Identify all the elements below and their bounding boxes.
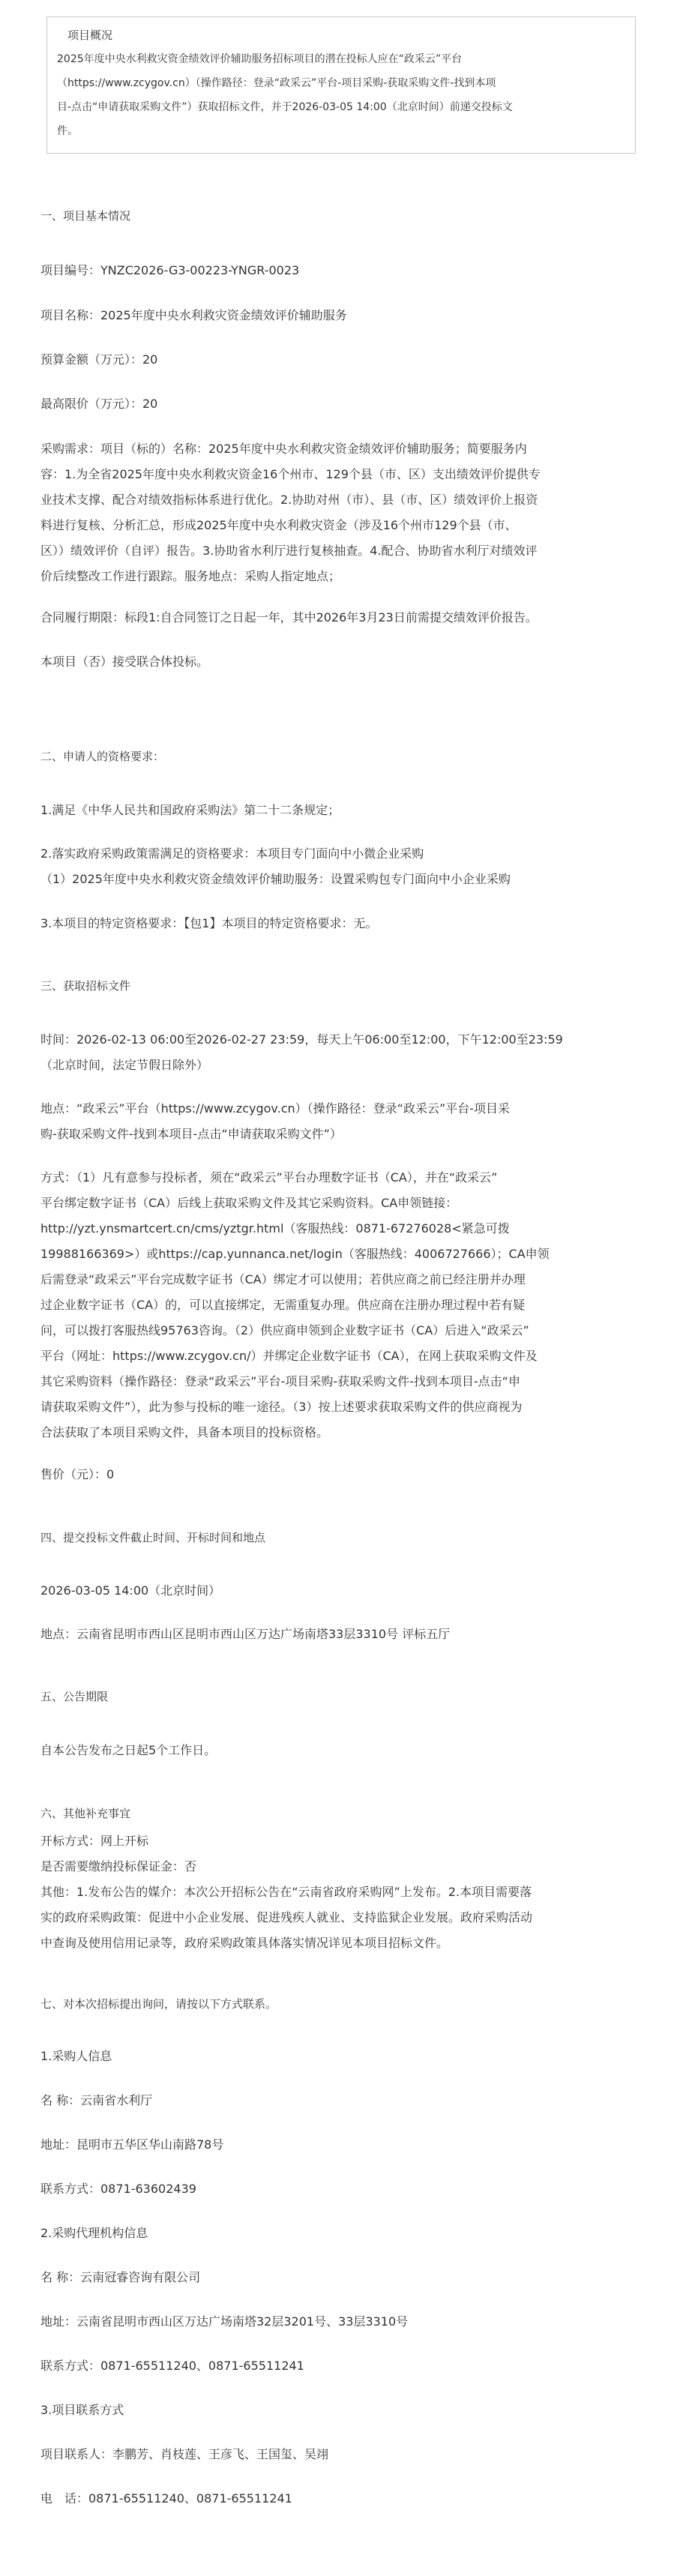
announcement-period: 自本公告发布之日起5个工作日。 <box>40 1743 217 1757</box>
obtain-method-line: 平台绑定数字证书（CA）后线上获取采购文件及其它采购资料。CA申领链接： <box>40 1196 458 1210</box>
obtain-method-line: http://yzt.ynsmartcert.cn/cms/yztgr.html（客服热线：0871-67276028<紧急可拨 <box>40 1221 510 1236</box>
obtain-method-line: 问，可以拨打客服热线95763咨询。（2）供应商申领到企业数字证书（CA）后进入“政采云” <box>40 1323 529 1337</box>
obtain-method-line: 请获取采购文件”），此为参与投标的唯一途径。（3）按上述要求获取采购文件的供应商视为 <box>40 1400 523 1414</box>
other-line: 其他：1.发布公告的媒介：本次公开招标公告在“云南省政府采购网”上发布。2.本项目需要落 <box>40 1885 532 1899</box>
obtain-time-line: 时间：2026-02-13 06:00至2026-02-27 23:59，每天上午06:00至12:00，下午12:00至23:59 <box>40 1032 563 1047</box>
obtain-method-line: 平台（网址：https://www.zcygov.cn/）并绑定企业数字证书（CA），在网上获取采购文件及 <box>40 1349 538 1363</box>
section-heading-deadline: 四、提交投标文件截止时间、开标时间和地点 <box>40 1531 266 1544</box>
summary-line: （https://www.zcygov.cn）（操作路径：登录“政采云”平台-项目采购-获取采购文件-找到本项 <box>57 77 496 89</box>
obtain-method-line: 方式：（1）凡有意参与投标者，须在“政采云”平台办理数字证书（CA），并在“政采云” <box>40 1170 498 1185</box>
obtain-place-line: 地点：“政采云”平台（https://www.zcygov.cn）（操作路径：登录“政采云”平台-项目采 <box>40 1101 511 1116</box>
document-price: 售价（元）：0 <box>40 1467 115 1481</box>
agent-name: 名 称：云南冠睿咨询有限公司 <box>40 2270 201 2284</box>
section-heading-other: 六、其他补充事宜 <box>40 1807 131 1820</box>
budget-amount: 预算金额（万元）：20 <box>40 352 158 367</box>
summary-line: 件。 <box>57 125 78 137</box>
deadline-place: 地点：云南省昆明市西山区昆明市西山区万达广场南塔33层3310号 评标五厅 <box>40 1627 451 1641</box>
section-heading-period: 五、公告期限 <box>40 1690 109 1703</box>
contact-title: 3.项目联系方式 <box>40 2403 124 2417</box>
project-name: 项目名称：2025年度中央水利救灾资金绩效评价辅助服务 <box>40 308 347 322</box>
max-price: 最高限价（万元）：20 <box>40 397 158 411</box>
obtain-method-line: 19988166369>）或https://cap.yunnanca.net/login（客服热线：4006727666）；CA申领 <box>40 1247 550 1261</box>
demand-line: 容：1.为全省2025年度中央水利救灾资金16个州市、129个县（市、区）支出绩效评价提供专 <box>40 467 541 481</box>
project-number: 项目编号：YNZC2026-G3-00223-YNGR-0023 <box>40 263 300 277</box>
obtain-method-line: 合法获取了本项目采购文件，具备本项目的投标资格。 <box>40 1425 329 1439</box>
buyer-name: 名 称：云南省水利厅 <box>40 2093 153 2107</box>
section-heading-basic-info: 一、项目基本情况 <box>40 209 131 223</box>
qualification-item-1: 1.满足《中华人民共和国政府采购法》第二十二条规定； <box>40 803 340 817</box>
qualification-item-2: 2.落实政府采购政策需满足的资格要求：本项目专门面向中小微企业采购 <box>40 846 424 861</box>
qualification-item-2-sub: （1）2025年度中央水利救灾资金绩效评价辅助服务：设置采购包专门面向中小企业采购 <box>40 872 511 886</box>
buyer-phone: 联系方式：0871-63602439 <box>40 2182 196 2196</box>
section-heading-qualification: 二、申请人的资格要求： <box>40 750 165 763</box>
contract-period: 合同履行期限：标段1:自合同签订之日起一年，其中2026年3月23日前需提交绩效评价报告。 <box>40 610 538 625</box>
deadline-time: 2026-03-05 14:00（北京时间） <box>40 1583 221 1598</box>
deposit-required: 是否需要缴纳投标保证金：否 <box>40 1859 197 1874</box>
consortium-note: 本项目（否）接受联合体投标。 <box>40 654 209 669</box>
contact-phone: 电 话：0871-65511240、0871-65511241 <box>40 2491 292 2506</box>
buyer-address: 地址：昆明市五华区华山南路78号 <box>40 2137 224 2152</box>
demand-line: 价后续整改工作进行跟踪。服务地点：采购人指定地点； <box>40 569 341 583</box>
demand-line: 料进行复核、分析汇总，形成2025年度中央水利救灾资金（涉及16个州市129个县（市、 <box>40 518 517 532</box>
summary-title: 项目概况 <box>67 28 113 42</box>
agent-phone: 联系方式：0871-65511240、0871-65511241 <box>40 2359 304 2373</box>
other-line: 实的政府采购政策：促进中小企业发展、促进残疾人就业、支持监狱企业发展。政府采购活动 <box>40 1910 533 1925</box>
contact-people: 项目联系人：李鹏芳、肖枝莲、王彦飞、王国玺、吴翊 <box>40 2447 329 2461</box>
obtain-place-line: 购-获取采购文件-找到本项目-点击“申请获取采购文件”） <box>40 1127 342 1141</box>
obtain-time-line: （北京时间，法定节假日除外） <box>40 1058 209 1072</box>
summary-line: 目-点击“申请获取采购文件”）获取招标文件，并于2026-03-05 14:00（北京时间）前递交投标文 <box>57 101 513 113</box>
summary-line: 2025年度中央水利救灾资金绩效评价辅助服务招标项目的潜在投标人应在“政采云”平台 <box>57 53 463 65</box>
obtain-method-line: 过企业数字证书（CA）的，可以直接绑定，无需重复办理。供应商在注册办理过程中若有疑 <box>40 1298 526 1312</box>
qualification-item-3: 3.本项目的特定资格要求：【包1】本项目的特定资格要求：无。 <box>40 916 378 930</box>
demand-line: 区））绩效评价（自评）报告。3.协助省水利厅进行复核抽查。4.配合、协助省水利厅对绩效评 <box>40 544 538 558</box>
demand-line: 业技术支撑、配合对绩效指标体系进行优化。2.协助对州（市）、县（市、区）绩效评价上报资 <box>40 493 538 507</box>
buyer-title: 1.采购人信息 <box>40 2049 112 2063</box>
demand-line: 采购需求：项目（标的）名称：2025年度中央水利救灾资金绩效评价辅助服务；简要服务内 <box>40 442 527 456</box>
obtain-method-line: 其它采购资料（操作路径：登录“政采云”平台-项目采购-获取采购文件-找到本项目-点击“申 <box>40 1374 520 1388</box>
section-heading-obtain-docs: 三、获取招标文件 <box>40 979 131 993</box>
obtain-method-line: 后需登录“政采云”平台完成数字证书（CA）绑定才可以使用；若供应商之前已经注册并办理 <box>40 1272 526 1287</box>
agent-address: 地址：云南省昆明市西山区万达广场南塔32层3201号、33层3310号 <box>40 2314 409 2329</box>
open-method: 开标方式：网上开标 <box>40 1834 149 1848</box>
section-heading-contact: 七、对本次招标提出询问，请按以下方式联系。 <box>40 1997 277 2011</box>
agent-title: 2.采购代理机构信息 <box>40 2226 148 2240</box>
other-line: 中查询及使用信用记录等，政府采购政策具体落实情况详见本项目招标文件。 <box>40 1936 449 1950</box>
